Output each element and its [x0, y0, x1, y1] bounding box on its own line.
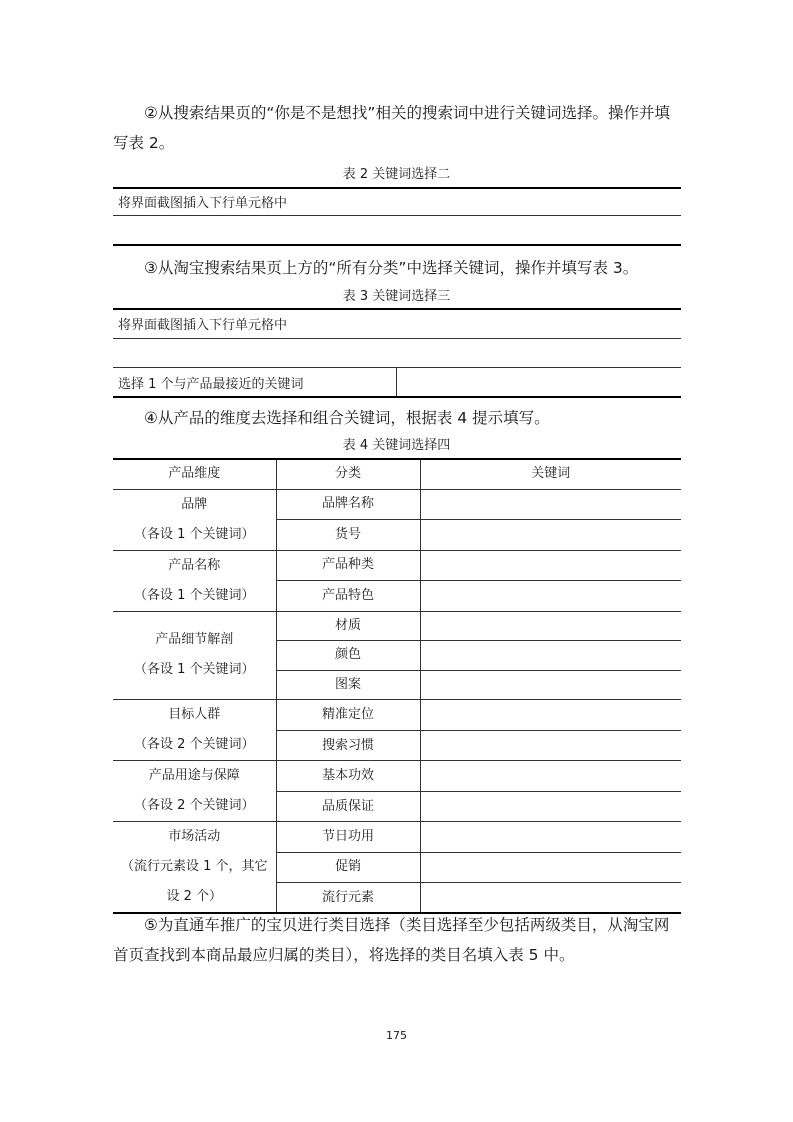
table-3-select-label: 选择 1 个与产品最接近的关键词	[118, 377, 304, 392]
keyword-input-cell[interactable]	[420, 611, 681, 641]
category-cell: 颜色	[276, 641, 420, 671]
keyword-input-cell[interactable]	[420, 730, 681, 761]
keyword-input-cell[interactable]	[420, 489, 681, 520]
dimension-product-name: 产品名称 （各设 1 个关键词）	[113, 550, 276, 611]
table-4-header-row	[113, 459, 681, 489]
dimension-usage-guarantee: 产品用途与保障 （各设 2 个关键词）	[113, 761, 276, 822]
dimension-brand: 品牌 （各设 1 个关键词）	[113, 489, 276, 550]
category-cell: 图案	[276, 670, 420, 700]
table-2-top-rule	[113, 187, 681, 189]
header-dimension: 产品维度	[113, 459, 276, 489]
table-3-bottom-rule	[113, 396, 681, 398]
table-3-top-rule	[113, 308, 681, 310]
table-4	[113, 458, 681, 914]
table-2-row-divider	[113, 215, 681, 216]
category-cell: 精准定位	[276, 700, 420, 731]
category-cell: 品质保证	[276, 791, 420, 822]
table-2-caption: 表 2 关键词选择二	[342, 167, 451, 182]
table-3-caption: 表 3 关键词选择三	[342, 289, 451, 304]
paragraph-step-2: ②从搜索结果页的“你是不是想找”相关的搜索词中进行关键词选择。操作并填写表 2。	[113, 104, 670, 152]
paragraph-step-4: ④从产品的维度去选择和组合关键词，根据表 4 提示填写。	[144, 409, 550, 427]
table-row	[113, 700, 681, 731]
category-cell: 促销	[276, 852, 420, 882]
category-cell: 产品种类	[276, 550, 420, 581]
keyword-input-cell[interactable]	[420, 550, 681, 581]
keyword-input-cell[interactable]	[420, 883, 681, 914]
dimension-product-detail: 产品细节解剖 （各设 1 个关键词）	[113, 611, 276, 700]
keyword-input-cell[interactable]	[420, 581, 681, 612]
category-cell: 基本功效	[276, 761, 420, 792]
header-category: 分类	[276, 459, 420, 489]
keyword-input-cell[interactable]	[420, 520, 681, 551]
keyword-input-cell[interactable]	[420, 700, 681, 731]
dimension-market-activity: 市场活动 （流行元素设 1 个，其它 设 2 个）	[113, 822, 276, 914]
category-cell: 流行元素	[276, 883, 420, 914]
keyword-input-cell[interactable]	[420, 670, 681, 700]
table-row	[113, 550, 681, 581]
keyword-input-cell[interactable]	[420, 761, 681, 792]
category-cell: 搜索习惯	[276, 730, 420, 761]
table-2-bottom-rule	[113, 244, 681, 246]
dimension-target-audience: 目标人群 （各设 2 个关键词）	[113, 700, 276, 761]
keyword-input-cell[interactable]	[420, 852, 681, 882]
category-cell: 货号	[276, 520, 420, 551]
table-3-instruction: 将界面截图插入下行单元格中	[118, 318, 288, 333]
paragraph-step-3: ③从淘宝搜索结果页上方的“所有分类”中选择关键词，操作并填写表 3。	[144, 259, 639, 277]
table-3-column-divider	[396, 367, 397, 397]
category-cell: 品牌名称	[276, 489, 420, 520]
table-row	[113, 822, 681, 852]
keyword-input-cell[interactable]	[420, 822, 681, 852]
category-cell: 材质	[276, 611, 420, 641]
table-2-instruction: 将界面截图插入下行单元格中	[118, 196, 288, 211]
paragraph-step-5: ⑤为直通车推广的宝贝进行类目选择（类目选择至少包括两级类目，从淘宝网首页查找到本商品最应归属的类目），将选择的类目名填入表 5 中。	[113, 916, 670, 964]
table-3-row-divider-1	[113, 338, 681, 339]
category-cell: 产品特色	[276, 581, 420, 612]
page-number: 175	[386, 1029, 407, 1042]
keyword-input-cell[interactable]	[420, 641, 681, 671]
table-row	[113, 761, 681, 792]
table-3-row-divider-2	[113, 367, 681, 368]
keyword-input-cell[interactable]	[420, 791, 681, 822]
table-row	[113, 611, 681, 641]
category-cell: 节日功用	[276, 822, 420, 852]
header-keyword: 关键词	[420, 459, 681, 489]
table-4-caption: 表 4 关键词选择四	[342, 438, 451, 453]
table-row	[113, 489, 681, 520]
